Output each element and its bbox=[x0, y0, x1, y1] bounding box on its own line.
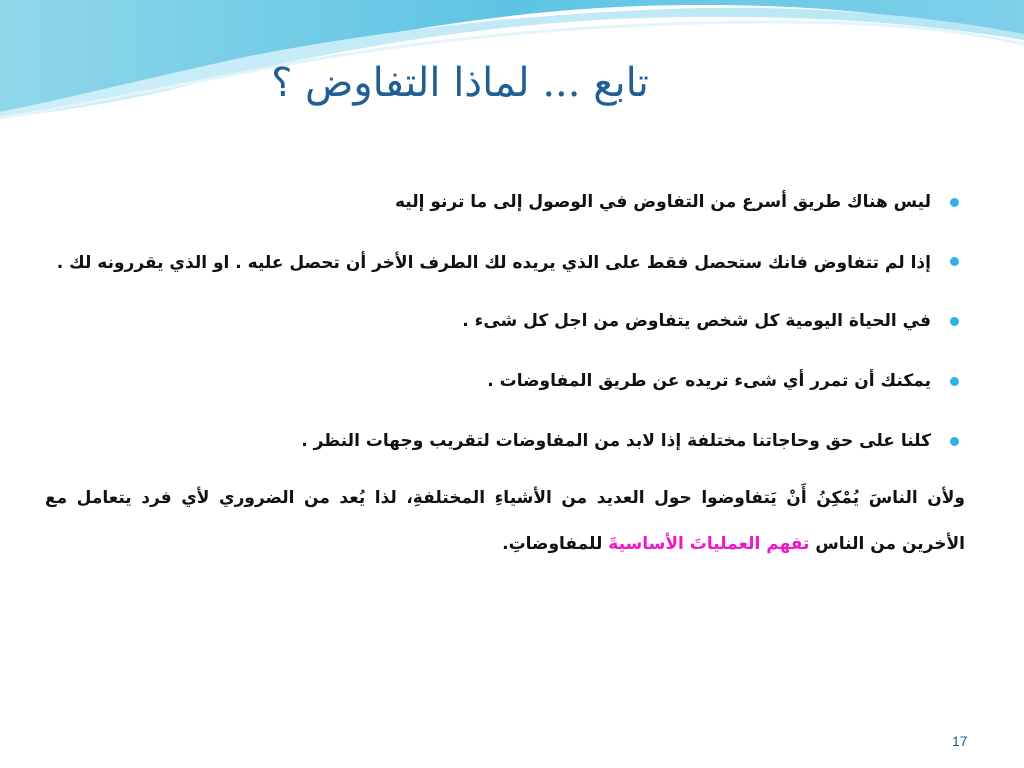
slide-title: تابع ... لماذا التفاوض ؟ bbox=[271, 60, 649, 106]
slide-body bbox=[45, 186, 965, 567]
bullet-item bbox=[45, 186, 965, 219]
bullet-text: إذا لم تتفاوض فانك ستحصل فقط على الذي يريده لك الطرف الأخر أن تحصل عليه . او الذي يقررونه لك . bbox=[56, 253, 931, 273]
page-number: 17 bbox=[952, 733, 968, 749]
bullet-dot-icon bbox=[950, 198, 959, 207]
bullet-dot-icon bbox=[950, 257, 959, 266]
paragraph-end: للمفاوضاتِ. bbox=[502, 534, 609, 554]
closing-paragraph bbox=[45, 475, 965, 567]
bullet-dot-icon bbox=[950, 317, 959, 326]
bullet-text: كلنا على حق وحاجاتنا مختلفة إذا لابد من المفاوضات لتقريب وجهات النظر . bbox=[301, 431, 931, 451]
bullet-item bbox=[45, 305, 965, 338]
bullet-dot-icon bbox=[950, 437, 959, 446]
paragraph-text: ولأن الناسَ يُمْكِنُ أَنْ يَتفاوضوا حول العديد من الأشياءِ المختلفةِ، لذا يُعد من الضروري لأي فرد يتعامل مع الأخرين من الناس bbox=[45, 488, 965, 554]
bullet-item bbox=[45, 240, 965, 286]
bullet-text: يمكنك أن تمرر أي شىء تريده عن طريق المفاوضات . bbox=[487, 371, 931, 391]
bullet-item bbox=[45, 365, 965, 398]
bullet-text: ليس هناك طريق أسرع من التفاوض في الوصول إلى ما ترنو إليه bbox=[394, 192, 931, 212]
paragraph-highlight: تفهم العملياتَ الأساسيةَ bbox=[608, 534, 810, 554]
bullet-item bbox=[45, 425, 965, 458]
bullet-text: في الحياة اليومية كل شخص يتفاوض من اجل كل شىء . bbox=[462, 311, 931, 331]
bullet-dot-icon bbox=[950, 377, 959, 386]
